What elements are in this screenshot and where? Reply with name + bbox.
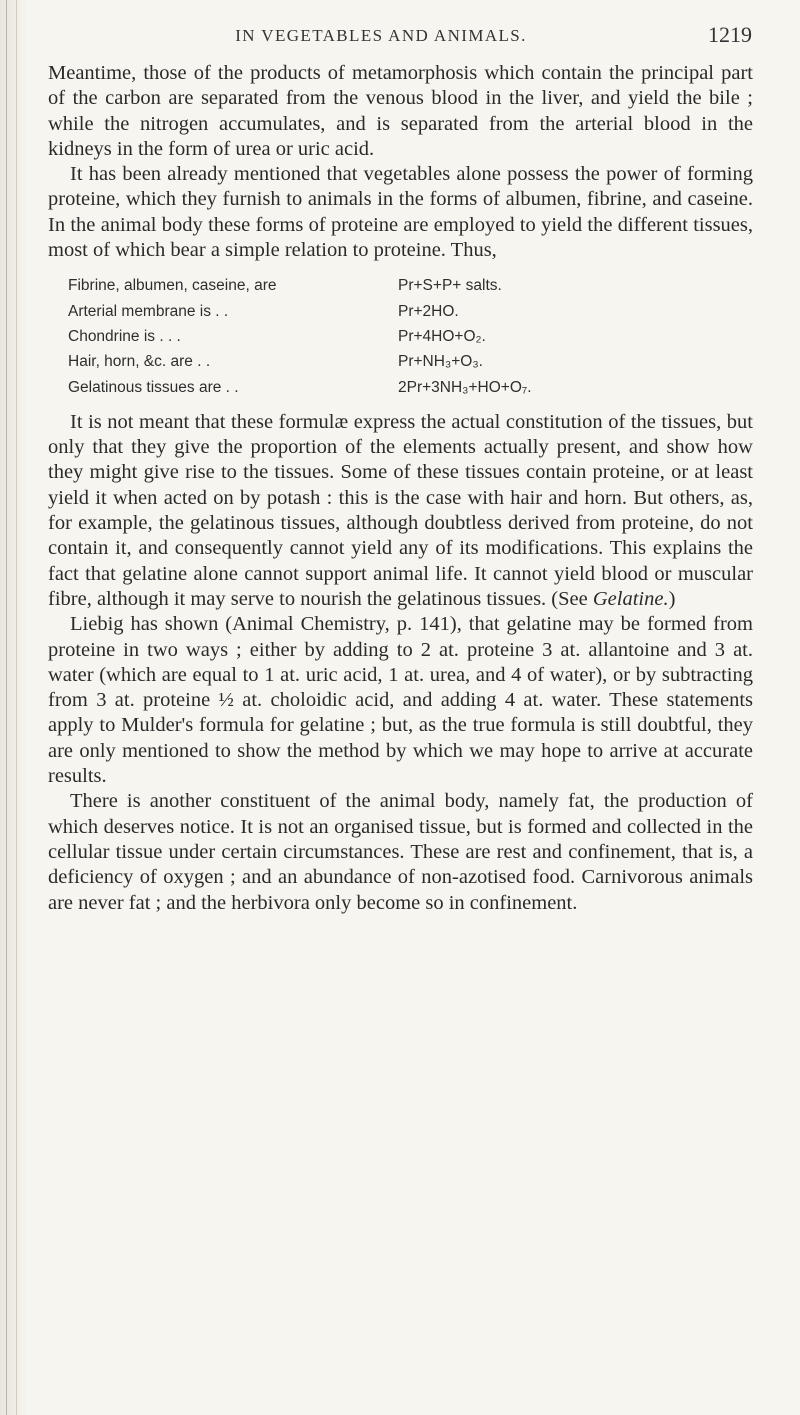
formula-row	[68, 375, 532, 400]
formula-row	[68, 324, 532, 349]
paragraph-text: at. choloidic acid, and adding 4 at. water. These statements apply to Mulder's formula for gelatine ; but, as the true formula is still doubtful, they are only mentioned to show the method by which we may hope to arrive at accurate results.	[48, 689, 753, 788]
paragraph	[48, 612, 753, 789]
formula-label: Arterial membrane is . .	[68, 302, 229, 320]
gutter-line	[6, 0, 7, 1415]
paragraph-text: Liebig has shown (Animal Chemistry, p. 141), that gelatine may be formed from proteine in two ways ; either by adding to 2 at. proteine 3 at. allantoine and 3 at. water (which are equal to 1 at. uric acid, 1 at. urea, and 4 of water), or by subtracting from 3 at. proteine	[48, 613, 753, 712]
formula-label: Gelatinous tissues are . .	[68, 378, 239, 396]
formula-value: 2Pr+3NH₃+HO+O₇.	[398, 378, 532, 396]
page-number: 1219	[708, 22, 752, 47]
formula-value: Pr+2HO.	[398, 302, 459, 320]
cross-reference: Gelatine.	[592, 587, 669, 610]
paragraph: It has been already mentioned that vegetables alone possess the power of forming proteine, which they furnish to animals in the forms of albumen, fibrine, and caseine. In the animal body these forms of proteine are employed to yield the different tissues, most of which bear a simple relation to proteine. Thus,	[48, 163, 753, 262]
paragraph-text: It is not meant that these formulæ express the actual constitution of the tissues, but only that they give the proportion of the elements actually present, and show how they might give rise to the tissues. Some of these tissues contain proteine, or at least yield it when acted on by potash : this is the case with hair and horn. But others, as, for example, the gelatinous tissues, although doubtless derived from proteine, do not contain it, and consequently cannot yield any of its modifications. This explains the fact that gelatine alone cannot support animal life. It cannot yield blood or muscular fibre, although it may serve to nourish the gelatinous tissues. (See	[48, 410, 753, 610]
running-head	[70, 18, 752, 48]
paragraph-text: )	[668, 587, 676, 610]
formula-value: Pr+S+P+ salts.	[398, 277, 502, 295]
formula-label: Fibrine, albumen, caseine, are	[68, 277, 277, 295]
paragraph	[48, 410, 753, 612]
paragraph: Meantime, those of the products of metamorphosis which contain the principal part of the carbon are separated from the venous blood in the liver, and yield the bile ; while the nitrogen accumulates, and is separated from the arterial blood in the kidneys in the form of urea or uric acid.	[48, 62, 753, 160]
running-title: IN VEGETABLES AND ANIMALS.	[235, 26, 527, 45]
formula-label: Chondrine is . . .	[68, 327, 181, 345]
formula-table	[68, 273, 532, 399]
formula-value: Pr+NH₃+O₃.	[398, 353, 483, 371]
gutter-line	[16, 0, 17, 1415]
fraction: ½	[218, 689, 234, 712]
formula-row	[68, 349, 532, 374]
formula-row	[68, 299, 532, 324]
body-text	[48, 61, 753, 916]
formula-row	[68, 273, 532, 298]
binding-gutter	[0, 0, 28, 1415]
paragraph: There is another constituent of the animal body, namely fat, the production of which deserves notice. It is not an organised tissue, but is formed and collected in the cellular tissue under certain circumstances. These are rest and confinement, that is, a deficiency of oxygen ; and an abundance of non-azotised food. Carnivorous animals are never fat ; and the herbivora only become so in confinement.	[48, 790, 753, 914]
formula-value: Pr+4HO+O₂.	[398, 327, 486, 345]
formula-label: Hair, horn, &c. are . .	[68, 353, 211, 371]
